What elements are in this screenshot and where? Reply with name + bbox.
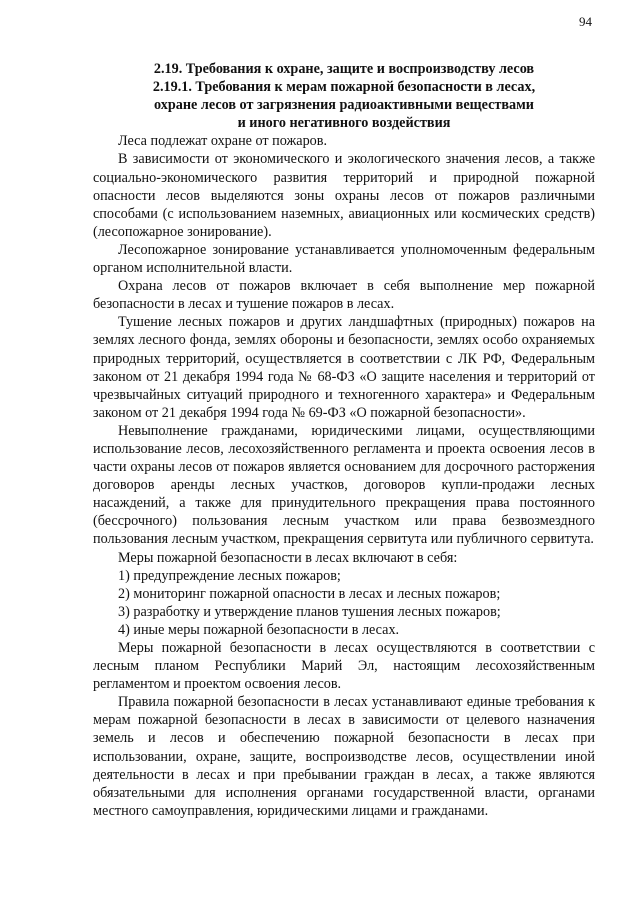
page-number: 94 [579, 14, 592, 29]
paragraph-zoning-authority: Лесопожарное зонирование устанавливается уполномоченным федеральным органом исполнительной власти. [93, 241, 595, 277]
list-item: 2) мониторинг пожарной опасности в лесах и лесных пожаров; [118, 585, 501, 602]
heading-line-3: охране лесов от загрязнения радиоактивными веществами [154, 97, 534, 114]
heading-line-2: 2.19.1. Требования к мерам пожарной безопасности в лесах, [152, 79, 536, 96]
paragraph-fire-rules: Правила пожарной безопасности в лесах устанавливают единые требования к мерам пожарной безопасности в лесах в зависимости от целевого назначения земель и лесов и обеспечению пожарной безопасности в лесах при использовании, охране, защите, воспроизводстве лесов, осуществлении иной деятельности в лесах и при пребывании граждан в лесах, а также являются обязательными для исполнения органами государственной власти, органами местного самоуправления, юридическими лицами и гражданами. [93, 694, 595, 819]
paragraph-fire-protection: Леса подлежат охране от пожаров. [118, 133, 328, 150]
heading-line-4: и иного негативного воздействия [237, 115, 451, 132]
paragraph-noncompliance: Невыполнение гражданами, юридическими лицами, осуществляющими использование лесов, лесохозяйственного регламента и проекта освоения лесов в части охраны лесов от пожаров является основанием для досрочного расторжения договоров аренды лесных участков, договоров купли-продажи лесных насаждений, а также для принудительного прекращения права постоянного (бессрочного) пользования лесным участком или права безвозмездного пользования лесным участком, прекращения сервитута или публичного сервитута. [93, 422, 595, 548]
section-heading [93, 60, 595, 132]
document-body [93, 60, 595, 820]
paragraph-protection-scope: Охрана лесов от пожаров включает в себя выполнение мер пожарной безопасности в лесах и тушение пожаров в лесах. [93, 278, 595, 313]
list-item: 1) предупреждение лесных пожаров; [118, 567, 341, 584]
paragraph-measures-intro: Меры пожарной безопасности в лесах включают в себя: [118, 549, 458, 566]
paragraph-measures-basis: Меры пожарной безопасности в лесах осуществляются в соответствии с лесным планом Республики Марий Эл, настоящим лесохозяйственным регламентом и проектом освоения лесов. [93, 640, 595, 693]
measures-list [93, 567, 595, 639]
paragraph-firefighting-law: Тушение лесных пожаров и других ландшафтных (природных) пожаров на землях лесного фонда, землях обороны и безопасности, землях особо охраняемых природных территорий, осуществляется в соответствии с ЛК РФ, Федеральным законом от 21 декабря 1994 года № 68-ФЗ «О защите населения и территорий от чрезвычайных ситуаций природного и техногенного характера» и Федеральным законом от 21 декабря 1994 года № 69-ФЗ «О пожарной безопасности». [93, 314, 595, 421]
list-item: 4) иные меры пожарной безопасности в лесах. [118, 621, 400, 638]
heading-line-1: 2.19. Требования к охране, защите и воспроизводству лесов [153, 61, 535, 77]
list-item: 3) разработку и утверждение планов тушения лесных пожаров; [118, 603, 501, 620]
paragraph-fire-zoning: В зависимости от экономического и экологического значения лесов, а также социально-экономического развития территорий и природной пожарной опасности лесов выделяются зоны охраны лесов от пожаров различными способами (с использованием наземных, авиационных или космических средств) (лесопожарное зонирование). [93, 151, 595, 240]
